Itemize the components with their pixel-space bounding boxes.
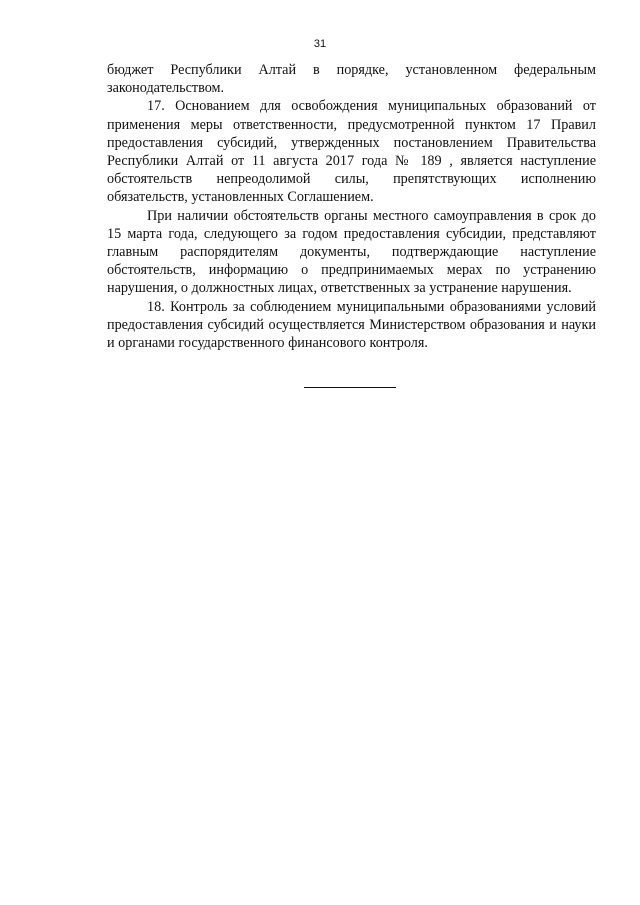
page-number: 31 — [313, 38, 327, 50]
paragraph-continuation: бюджет Республики Алтай в порядке, установленном федеральным законодательством. — [107, 62, 596, 97]
paragraph-item-17: 17. Основанием для освобождения муниципальных образований от применения меры ответственности, предусмотренной пунктом 17 Правил предоставления субсидий, утвержденных постановлением Правительства Республики Алтай от 11 августа 2017 года № 189 , является наступление обстоятельств непреодолимой силы, препятствующих исполнению обязательств, установленных Соглашением. — [107, 98, 596, 206]
paragraph-item-18: 18. Контроль за соблюдением муниципальными образованиями условий предоставления субсидий осуществляется Министерством образования и науки и органами государственного финансового контроля. — [107, 298, 596, 352]
end-of-text-rule — [304, 387, 396, 388]
paragraph-circumstances: При наличии обстоятельств органы местного самоуправления в срок до 15 марта года, следующего за годом предоставления субсидии, представляют главным распорядителям документы, подтверждающие наступление обстоятельств, информацию о предпринимаемых мерах по устранению нарушения, о должностных лицах, ответственных за устранение нарушения. — [107, 207, 596, 297]
document-body — [107, 61, 596, 352]
